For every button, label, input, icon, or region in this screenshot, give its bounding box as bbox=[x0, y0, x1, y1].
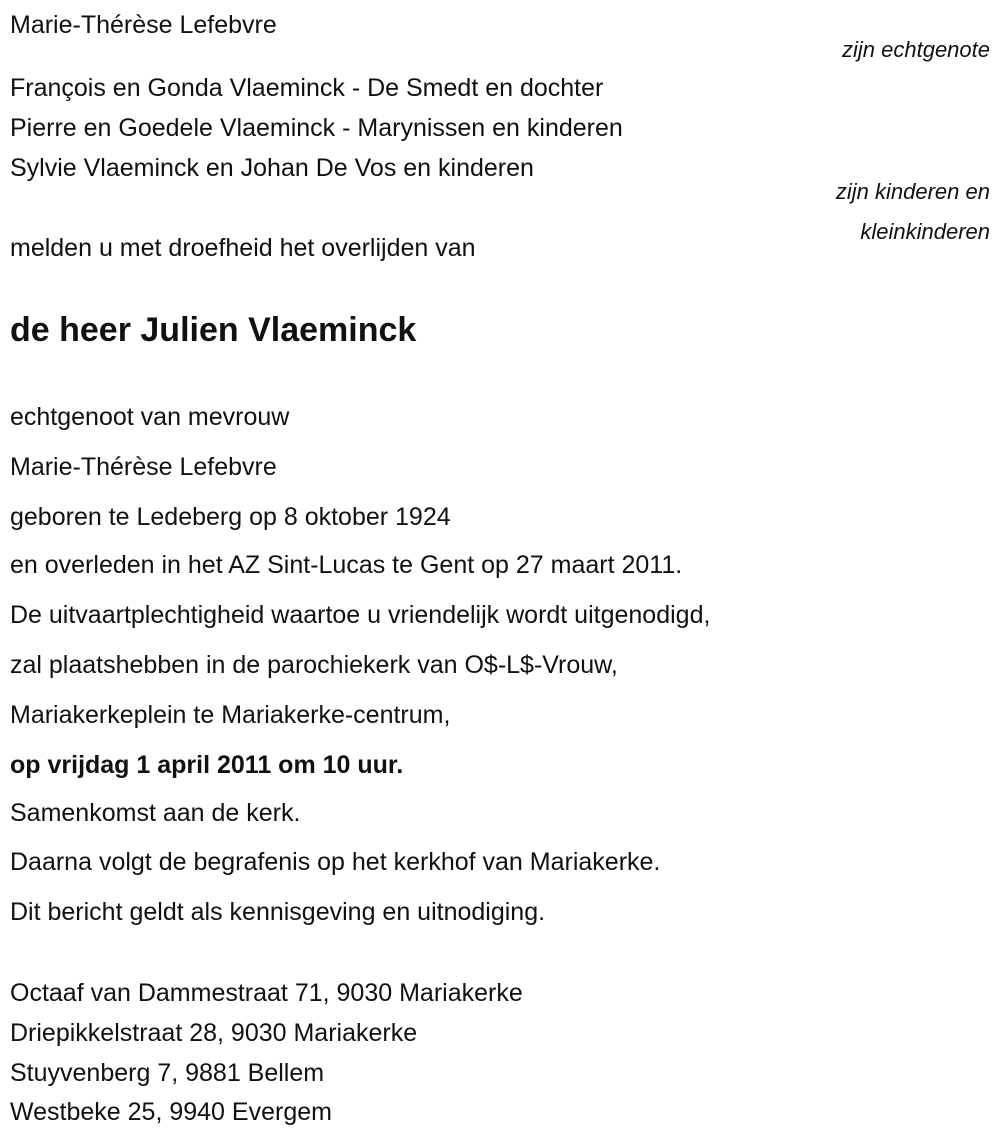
announcement: melden u met droefheid het overlijden van bbox=[10, 234, 476, 262]
body-line: echtgenoot van mevrouw bbox=[10, 403, 290, 431]
body-line: Daarna volgt de begrafenis op het kerkhof van Mariakerke. bbox=[10, 848, 661, 876]
address-line: Driepikkelstraat 28, 9030 Mariakerke bbox=[10, 1019, 418, 1047]
children-role: zijn kinderen en bbox=[835, 179, 990, 204]
child-line: Sylvie Vlaeminck en Johan De Vos en kinderen bbox=[10, 154, 534, 182]
spouse-name: Marie-Thérèse Lefebvre bbox=[10, 11, 277, 39]
body-line: Dit bericht geldt als kennisgeving en uitnodiging. bbox=[10, 898, 546, 926]
address-line: Octaaf van Dammestraat 71, 9030 Mariakerke bbox=[10, 979, 523, 1007]
address-line: Westbeke 25, 9940 Evergem bbox=[10, 1098, 332, 1126]
body-line: geboren te Ledeberg op 8 oktober 1924 bbox=[10, 503, 451, 531]
child-line: François en Gonda Vlaeminck - De Smedt en dochter bbox=[10, 74, 604, 102]
body-line: en overleden in het AZ Sint-Lucas te Gent op 27 maart 2011. bbox=[10, 551, 683, 579]
deceased-name: de heer Julien Vlaeminck bbox=[10, 311, 417, 349]
body-line: Mariakerkeplein te Mariakerke-centrum, bbox=[10, 701, 451, 729]
funeral-date: op vrijdag 1 april 2011 om 10 uur. bbox=[10, 751, 404, 779]
body-line: zal plaatshebben in de parochiekerk van O$-L$-Vrouw, bbox=[10, 651, 618, 679]
children-role: kleinkinderen bbox=[860, 219, 990, 244]
child-line: Pierre en Goedele Vlaeminck - Marynissen en kinderen bbox=[10, 114, 623, 142]
body-line: Marie-Thérèse Lefebvre bbox=[10, 453, 277, 481]
spouse-role: zijn echtgenote bbox=[842, 37, 990, 62]
body-line: Samenkomst aan de kerk. bbox=[10, 799, 301, 827]
address-line: Stuyvenberg 7, 9881 Bellem bbox=[10, 1059, 325, 1087]
body-line: De uitvaartplechtigheid waartoe u vriendelijk wordt uitgenodigd, bbox=[10, 601, 711, 629]
